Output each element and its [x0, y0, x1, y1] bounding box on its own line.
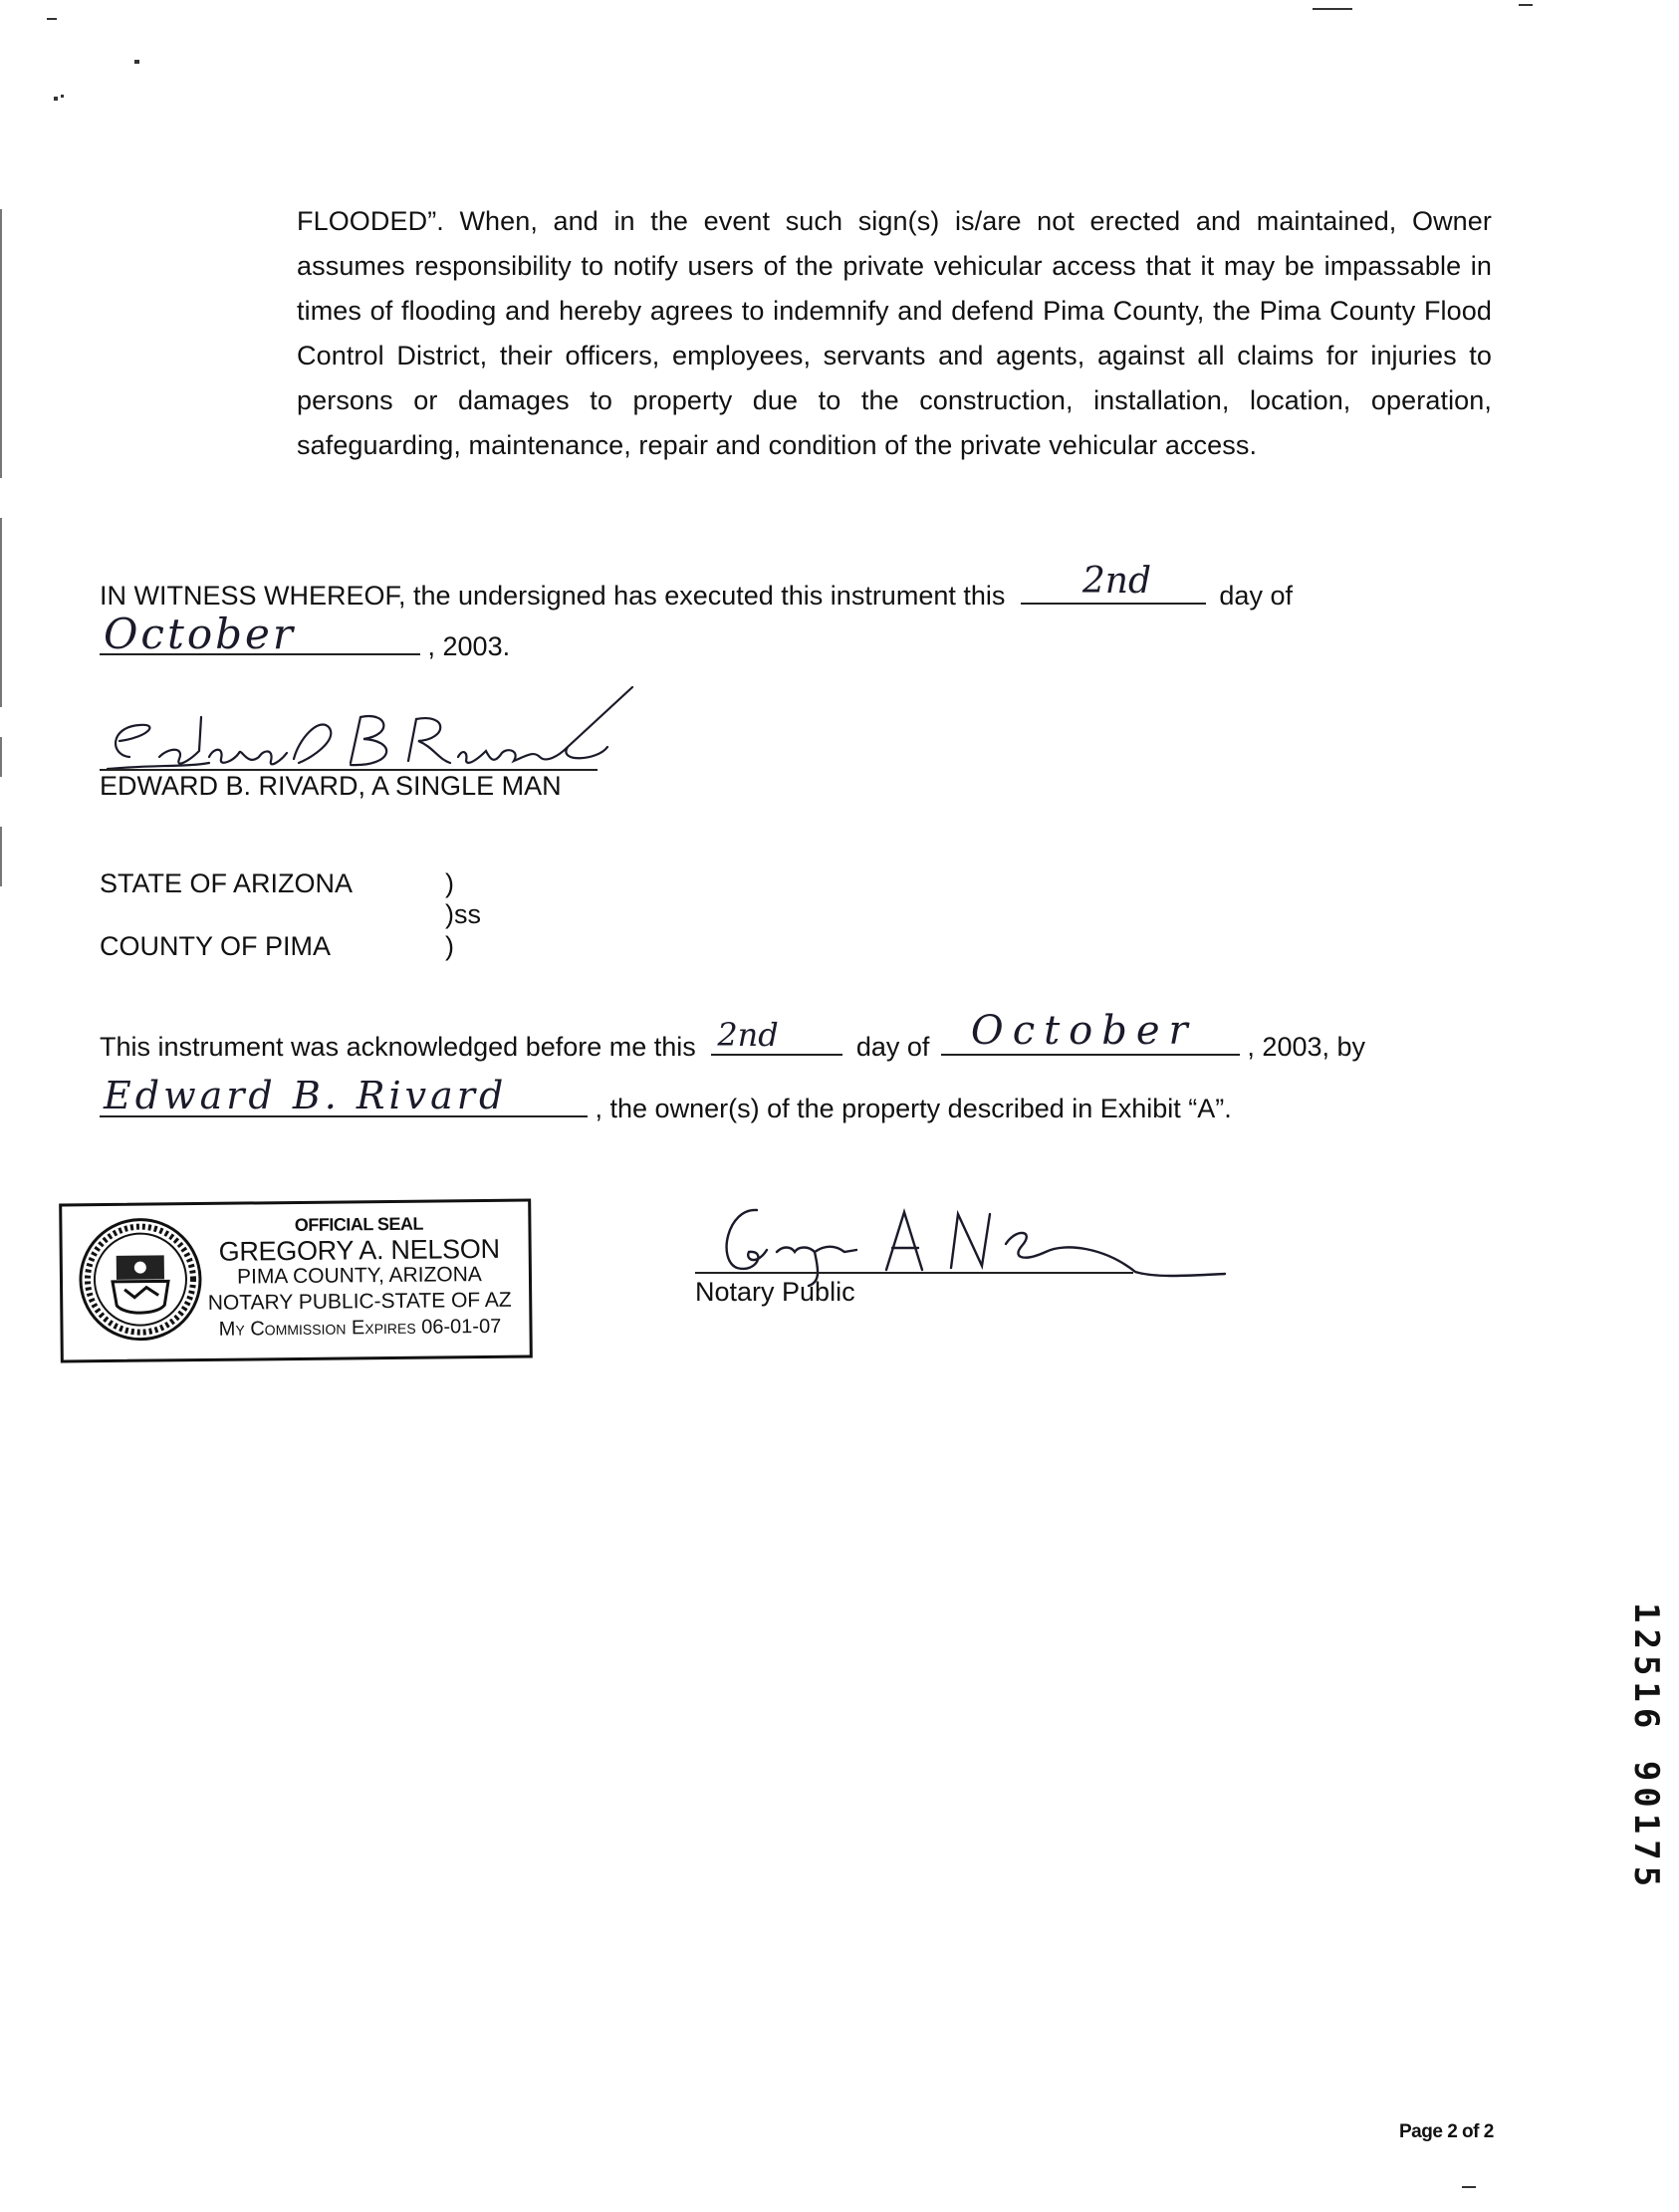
ack-day-blank: [711, 1016, 842, 1056]
ack-text: This instrument was acknowledged before me this: [100, 1032, 696, 1062]
ack-year: , 2003, by: [1247, 1032, 1366, 1062]
venue-ss: )ss: [445, 899, 481, 929]
venue-paren-top: ): [445, 868, 454, 898]
scan-speck: [47, 18, 57, 20]
venue-state: STATE OF ARIZONA: [100, 868, 354, 898]
acknowledgment-name-line: [100, 1074, 1232, 1124]
ack-name-blank: [100, 1074, 588, 1117]
notary-signature-line: [695, 1272, 1133, 1274]
witness-line: [100, 561, 1293, 612]
seal-commission-expiry: My Commission Expires 06-01-07: [218, 1315, 502, 1341]
seal-notary-name: GREGORY A. NELSON: [218, 1233, 500, 1267]
witness-day-of: day of: [1219, 581, 1293, 611]
seal-official-label: OFFICIAL SEAL: [294, 1213, 424, 1236]
scan-edge-mark: [0, 827, 2, 886]
scan-speck: [1462, 2186, 1476, 2188]
continuation-paragraph: FLOODED”. When, and in the event such sign(s) is/are not erected and maintained, Owner assumes responsibility to notify users of the private vehicular access that it may be impassable in times of flooding and hereby agrees to indemnify and defend Pima County, the Pima County Flood Control District, their officers, employees, servants and agents, against all claims for injuries to persons or damages to property due to the construction, installation, location, operation, safeguarding, maintenance, repair and condition of the private vehicular access.: [297, 206, 1492, 460]
scan-edge-mark: [0, 518, 2, 707]
venue-county: COUNTY OF PIMA: [100, 931, 332, 961]
recording-number-text: 12516 90175: [1626, 1602, 1666, 1893]
witness-month-line: [100, 610, 511, 662]
seal-county: PIMA COUNTY, ARIZONA: [236, 1263, 482, 1289]
seal-state-title: NOTARY PUBLIC-STATE OF AZ: [207, 1288, 512, 1315]
witness-year: , 2003.: [427, 631, 511, 661]
ack-month-blank: [941, 1008, 1240, 1056]
witness-day-blank: [1021, 561, 1206, 605]
ack-owner-text: , the owner(s) of the property described in Exhibit “A”.: [595, 1094, 1232, 1123]
ack-name-handwritten: Edward B. Rivard: [104, 1074, 508, 1117]
scan-edge-mark: [0, 737, 2, 777]
ack-month-handwritten: October: [970, 1008, 1197, 1054]
witness-month-blank: [100, 610, 420, 658]
seal-text-block: [189, 1210, 529, 1344]
notary-public-label: Notary Public: [695, 1277, 855, 1307]
scan-speck: [1313, 8, 1352, 10]
venue-paren-bottom: ): [445, 931, 454, 961]
signer-printed-name: EDWARD B. RIVARD, A SINGLE MAN: [100, 769, 598, 802]
scan-speck: [54, 97, 58, 101]
page-number: Page 2 of 2: [1399, 2121, 1494, 2142]
scan-speck: [61, 95, 64, 98]
acknowledgment-line: [100, 1008, 1366, 1063]
notary-seal-stamp: [59, 1199, 533, 1363]
recording-number-stamp: [1626, 1584, 1666, 1912]
ack-day-handwritten: 2nd: [717, 1016, 779, 1054]
witness-text: IN WITNESS WHEREOF, the undersigned has executed this instrument this: [100, 581, 1006, 611]
scan-speck: [1519, 4, 1533, 6]
scan-speck: [134, 60, 139, 64]
scan-edge-mark: [0, 209, 2, 478]
witness-day-handwritten: 2nd: [1081, 561, 1152, 602]
ack-day-of: day of: [855, 1032, 930, 1062]
witness-month-handwritten: October: [104, 610, 296, 658]
arizona-state-seal-icon: [76, 1215, 204, 1344]
